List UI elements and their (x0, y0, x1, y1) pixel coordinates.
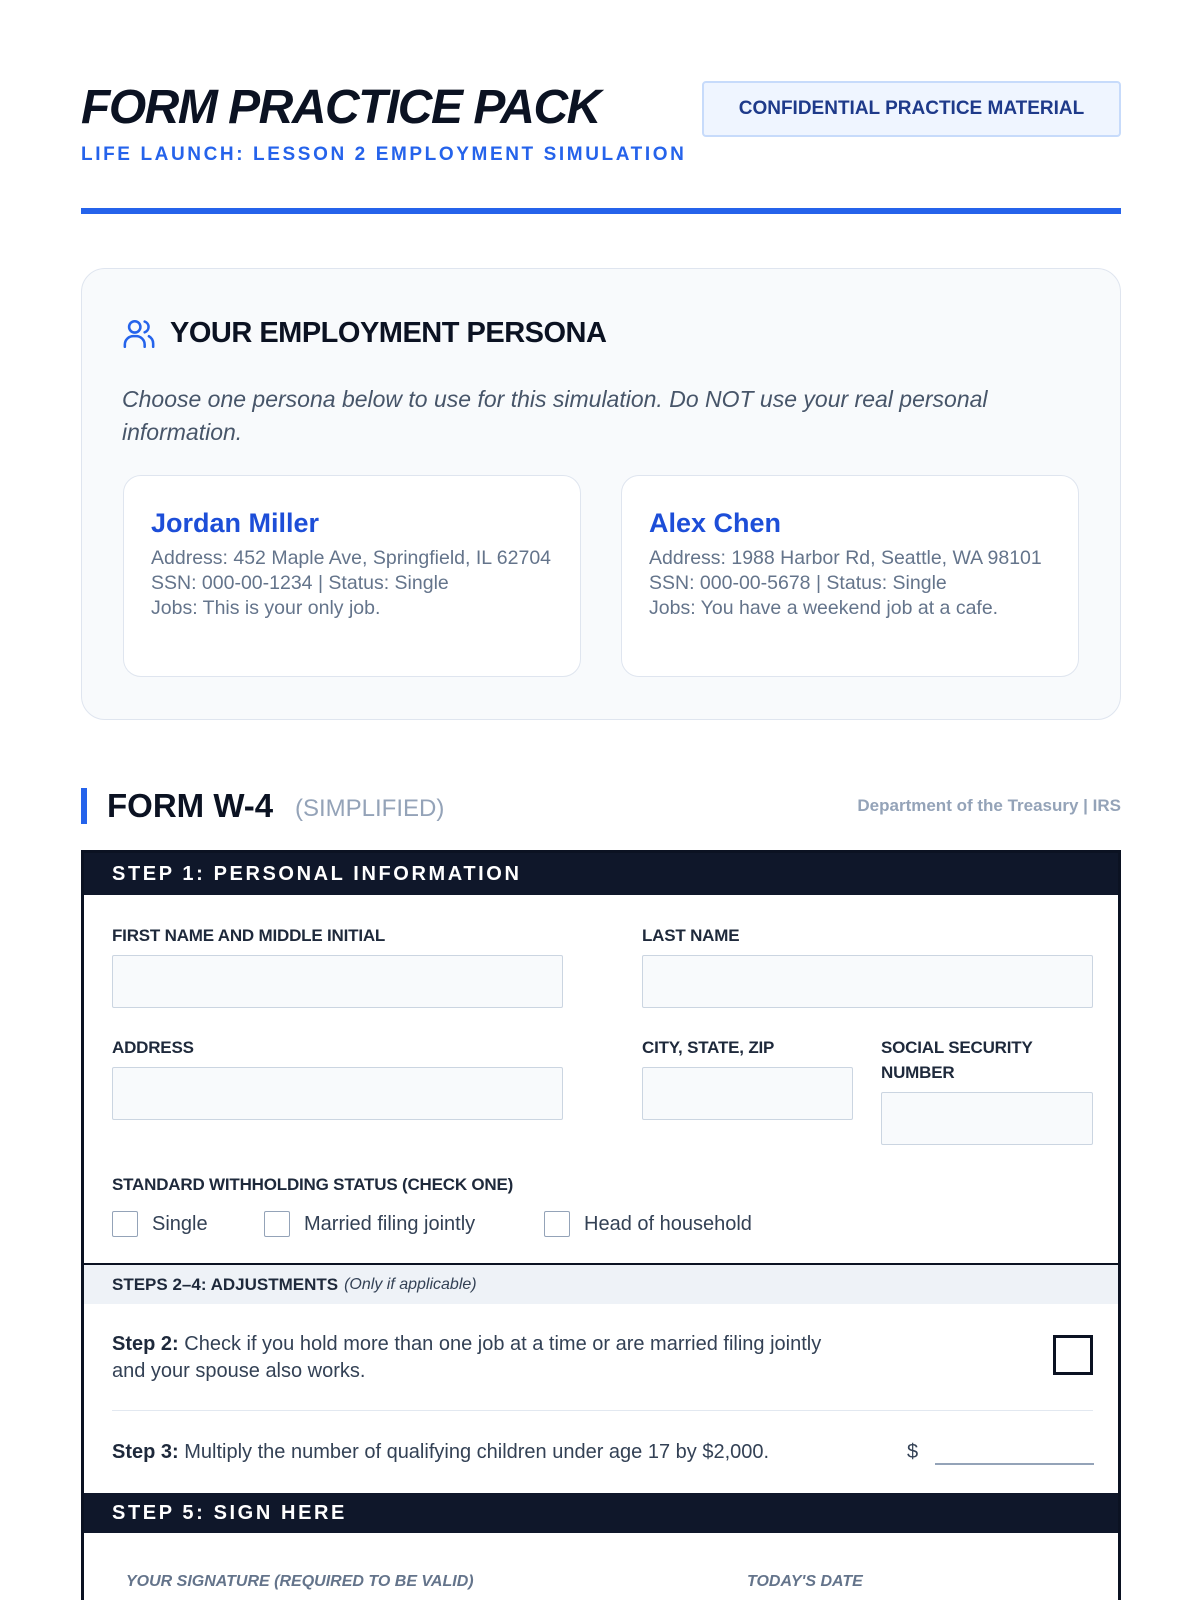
ssn-label-line2: NUMBER (881, 1063, 955, 1082)
confidential-badge: CONFIDENTIAL PRACTICE MATERIAL (702, 81, 1121, 137)
status-option-head-of-household[interactable] (544, 1211, 752, 1237)
w4-department: Department of the Treasury | IRS (857, 796, 1121, 815)
adjustments-note: (Only if applicable) (344, 1275, 477, 1293)
step5-header: STEP 5: SIGN HERE (84, 1493, 1118, 1533)
city-state-zip-label: CITY, STATE, ZIP (642, 1038, 775, 1057)
persona-ssn-status: SSN: 000-00-1234 | Status: Single (151, 572, 449, 594)
persona-address: Address: 1988 Harbor Rd, Seattle, WA 98101 (649, 547, 1042, 569)
step3-label: Step 3: (112, 1441, 179, 1463)
persona-name: Jordan Miller (151, 508, 320, 538)
step3-description: Multiply the number of qualifying children under age 17 by $2,000. (184, 1441, 770, 1463)
page-subtitle: LIFE LAUNCH: LESSON 2 EMPLOYMENT SIMULATION (81, 144, 687, 165)
w4-simplified-tag: (SIMPLIFIED) (295, 795, 445, 822)
step3-text (112, 1441, 769, 1464)
step3-amount-input[interactable] (935, 1463, 1094, 1465)
status-option-married[interactable] (264, 1211, 544, 1237)
persona-card-alex[interactable] (621, 475, 1079, 677)
status-option-single[interactable] (112, 1211, 264, 1237)
address-label: ADDRESS (112, 1038, 194, 1057)
persona-jobs: Jobs: This is your only job. (151, 597, 381, 619)
page-title: FORM PRACTICE PACK (81, 81, 600, 134)
first-name-label: FIRST NAME AND MIDDLE INITIAL (112, 926, 386, 945)
w4-heading (81, 786, 1121, 826)
ssn-input[interactable] (881, 1092, 1093, 1145)
single-label: Single (152, 1212, 208, 1235)
last-name-label: LAST NAME (642, 926, 740, 945)
header-divider (81, 208, 1121, 214)
step2-text (112, 1331, 832, 1385)
persona-name: Alex Chen (649, 508, 782, 538)
city-state-zip-input[interactable] (642, 1067, 853, 1120)
w4-title: FORM W-4 (107, 787, 274, 824)
users-icon (122, 317, 156, 351)
married-label: Married filing jointly (304, 1212, 476, 1235)
page-header (81, 78, 1121, 214)
ssn-label-line1: SOCIAL SECURITY (881, 1038, 1033, 1057)
persona-card-jordan[interactable] (123, 475, 581, 677)
persona-intro: Choose one persona below to use for this simulation. Do NOT use your real personal information. (122, 386, 988, 445)
first-name-input[interactable] (112, 955, 563, 1008)
last-name-input[interactable] (642, 955, 1093, 1008)
date-label: TODAY'S DATE (747, 1573, 863, 1590)
married-checkbox[interactable] (264, 1211, 290, 1237)
persona-heading: YOUR EMPLOYMENT PERSONA (170, 317, 607, 349)
persona-section (81, 268, 1121, 720)
signature-label: YOUR SIGNATURE (REQUIRED TO BE VALID) (126, 1573, 474, 1590)
address-input[interactable] (112, 1067, 563, 1120)
persona-address: Address: 452 Maple Ave, Springfield, IL 62704 (151, 547, 552, 569)
persona-jobs: Jobs: You have a weekend job at a cafe. (649, 597, 999, 619)
head-of-household-label: Head of household (584, 1212, 752, 1235)
withholding-status-label: STANDARD WITHHOLDING STATUS (CHECK ONE) (112, 1175, 514, 1194)
row-divider (112, 1410, 1093, 1411)
step2-label: Step 2: (112, 1333, 179, 1355)
w4-accent-bar (81, 788, 87, 824)
step2-description: Check if you hold more than one job at a time or are married filing jointly and your spouse also works. (112, 1333, 822, 1382)
step2-checkbox[interactable] (1053, 1335, 1093, 1375)
step1-header: STEP 1: PERSONAL INFORMATION (84, 853, 1118, 895)
adjustments-header (84, 1265, 1118, 1304)
dollar-sign: $ (907, 1441, 919, 1463)
persona-ssn-status: SSN: 000-00-5678 | Status: Single (649, 572, 947, 594)
adjustments-title: STEPS 2–4: ADJUSTMENTS (112, 1274, 339, 1294)
withholding-status-options (112, 1211, 752, 1237)
w4-form (81, 850, 1121, 1600)
single-checkbox[interactable] (112, 1211, 138, 1237)
head-of-household-checkbox[interactable] (544, 1211, 570, 1237)
